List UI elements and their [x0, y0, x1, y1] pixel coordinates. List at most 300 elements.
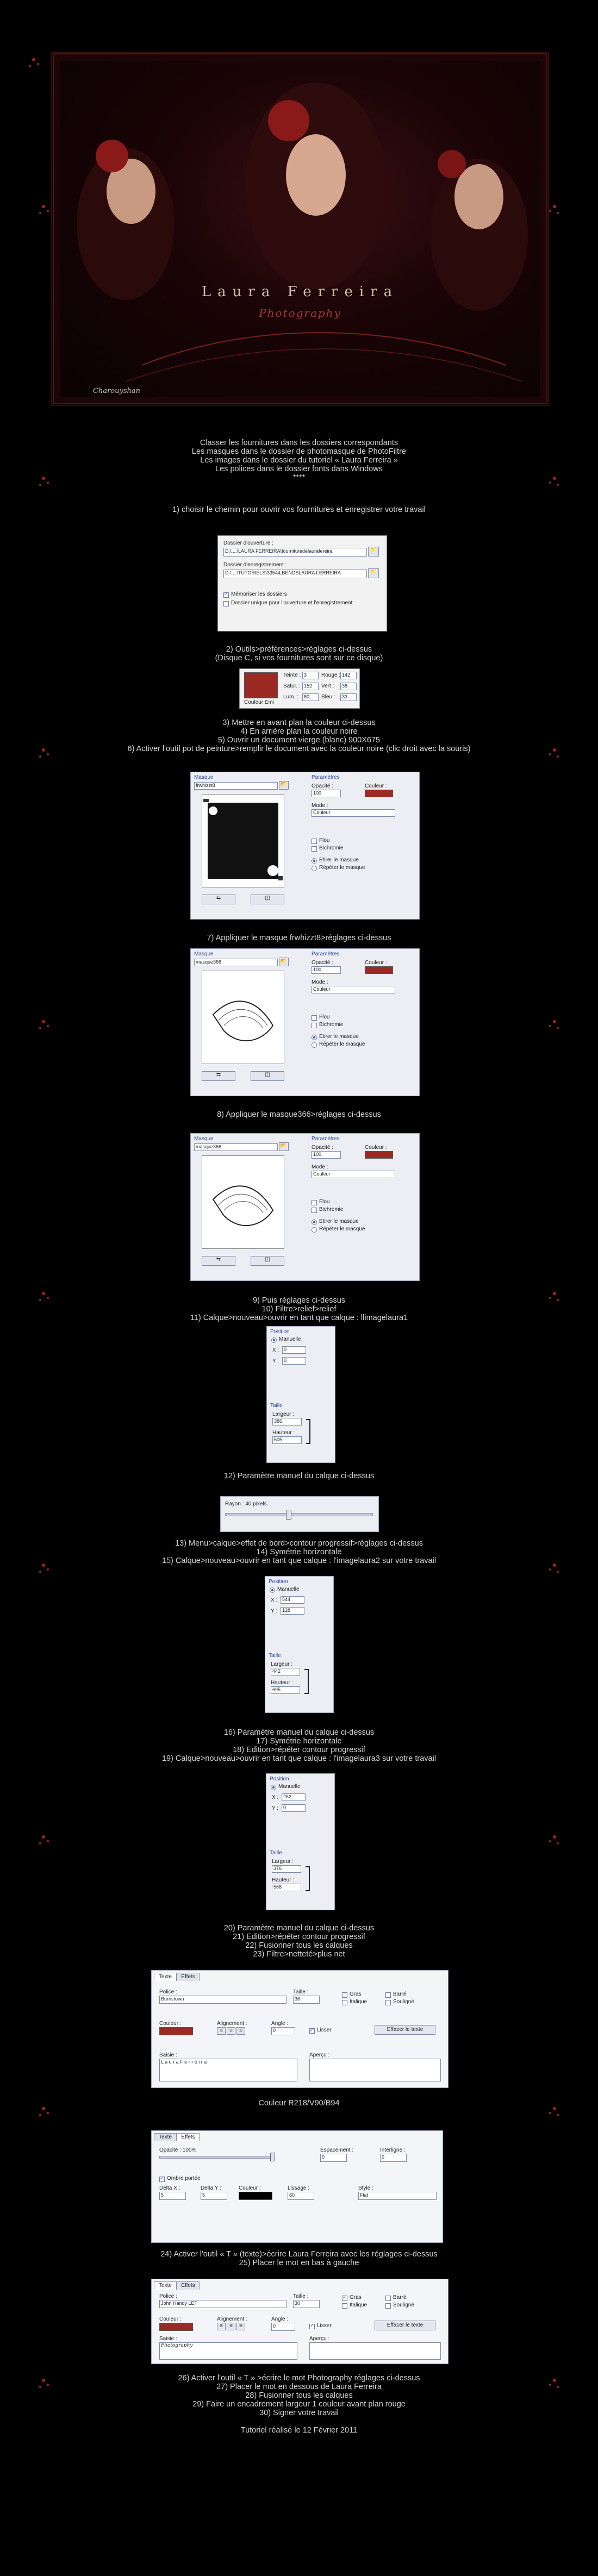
manual-label: Manuelle: [279, 1336, 301, 1342]
mask-title: Masque: [194, 951, 214, 957]
height-label: Hauteur :: [271, 1680, 294, 1686]
size-label: Taille :: [293, 2293, 309, 2299]
mask-open-button[interactable]: [279, 781, 289, 790]
preview-label: Aperçu :: [309, 2052, 330, 2058]
repeat-radio[interactable]: [312, 1227, 317, 1233]
align-left-button[interactable]: ≡: [217, 2323, 226, 2330]
rouge-label: Rouge :: [321, 672, 341, 678]
tab-effets[interactable]: Effets: [177, 2281, 200, 2290]
position-panel-3: [266, 1773, 335, 1910]
color-label: Couleur :: [159, 2021, 182, 2027]
smoothing-label: Lissage :: [288, 2185, 310, 2191]
bichrome-label: Bichromie: [319, 1022, 344, 1028]
steps-26-30: [82, 2374, 516, 2417]
banner-subtitle: Photography: [259, 307, 341, 320]
folder-icon: 📂: [280, 781, 288, 787]
text-input[interactable]: L a u r a F e r r e i r a: [159, 2059, 297, 2081]
ornament-swirl: [549, 304, 598, 522]
angle-field[interactable]: 0: [271, 2323, 295, 2331]
color-caption: Couleur Emi: [244, 699, 275, 705]
bichrome-label: Bichromie: [319, 1206, 344, 1212]
browse-save-button[interactable]: [368, 568, 379, 578]
style-label: Style :: [358, 2185, 373, 2191]
step-line: 20) Paramètre manuel du calque ci-dessus: [223, 1924, 375, 1933]
intro-block: [82, 439, 516, 482]
bichrome-checkbox[interactable]: [312, 1208, 317, 1213]
teinte-field[interactable]: 3: [302, 672, 319, 679]
italic-checkbox[interactable]: [342, 2000, 347, 2005]
params-title: Paramètres: [312, 774, 340, 780]
width-label: Largeur :: [271, 1661, 293, 1667]
step-line: 11) Calque>nouveau>ouvrir en tant que calque : llimagelaura1: [190, 1314, 408, 1322]
radius-thumb[interactable]: [286, 1510, 291, 1520]
remember-folders-checkbox[interactable]: [223, 592, 229, 598]
opacity-thumb[interactable]: [270, 2153, 275, 2161]
repeat-label: Répéter le masque: [319, 1226, 365, 1232]
spacing-label: Espacement :: [320, 2147, 354, 2153]
tab-texte[interactable]: Texte: [154, 2281, 177, 2290]
antialias-checkbox[interactable]: [309, 2028, 315, 2034]
mask-preview: [202, 971, 284, 1064]
tab-effets[interactable]: Effets: [177, 1973, 200, 1981]
tab-texte[interactable]: Texte: [154, 2133, 177, 2141]
y-label: Y :: [272, 1805, 279, 1811]
align-right-button[interactable]: ≡: [236, 2027, 245, 2035]
radius-dialog: [220, 1496, 379, 1532]
mask-color-swatch[interactable]: [365, 1151, 393, 1159]
input-label: Saisie :: [159, 2052, 177, 2058]
strike-label: Barré: [393, 1991, 407, 1997]
tab-effets[interactable]: Effets: [177, 2133, 200, 2141]
bleu-field[interactable]: 33: [340, 693, 357, 701]
size-title: Taille: [269, 1653, 281, 1659]
step-line: 16) Paramètre manuel du calque ci-dessus: [223, 1728, 375, 1737]
opacity-field[interactable]: 100: [312, 790, 341, 797]
bichrome-label: Bichromie: [319, 845, 344, 851]
tutorial-date: Tutoriel réalisé le 12 Février 2011: [240, 2426, 358, 2435]
ornament-swirl: [0, 2478, 49, 2576]
blur-checkbox[interactable]: [312, 1015, 317, 1021]
text-color-swatch[interactable]: [159, 2323, 193, 2331]
banner-name: Laura Ferreira: [201, 284, 399, 300]
steps-20-23: [82, 1924, 516, 1959]
bold-label: Gras: [350, 1991, 362, 1997]
step-line: 29) Faire un encadrement largeur 1 couleur avant plan rouge: [192, 2400, 406, 2409]
folder-icon: 📁: [370, 569, 377, 575]
mask-waves-preview: [202, 971, 284, 1064]
mask-waves-preview: [202, 1156, 284, 1248]
antialias-label: Lisser: [317, 2323, 332, 2329]
font-select[interactable]: John Handy LET: [159, 2300, 286, 2308]
ornament-swirl: [0, 1391, 49, 1609]
position-panel-1: [266, 1326, 335, 1463]
underline-checkbox[interactable]: [385, 2000, 391, 2005]
shadow-color-swatch[interactable]: [239, 2192, 272, 2200]
step-line: 13) Menu>calque>effet de bord>contour progressif>réglages ci-dessus: [175, 1539, 423, 1548]
stretch-label: Etirer le masque: [319, 857, 359, 863]
bichrome-checkbox[interactable]: [312, 846, 317, 852]
shadow-label: Ombre portée: [167, 2175, 201, 2181]
y-field[interactable]: 0: [282, 1357, 306, 1365]
mode-select[interactable]: Couleur: [312, 1171, 395, 1178]
align-label: Alignement :: [217, 2316, 247, 2322]
mask-preview: [202, 794, 284, 887]
size-field[interactable]: 36: [293, 1996, 320, 2004]
banner-frame: [53, 53, 547, 404]
step-line: 23) Filtre>netteté>plus net: [253, 1950, 345, 1959]
manual-radio[interactable]: [270, 1587, 275, 1593]
folder-icon: 📂: [280, 958, 288, 964]
width-label: Largeur :: [272, 1859, 294, 1865]
position-title: Position: [270, 1776, 289, 1782]
underline-label: Souligné: [393, 1999, 414, 2005]
steps-16-19: [82, 1728, 516, 1763]
mask-open-button[interactable]: [279, 958, 289, 966]
text-preview: [309, 2059, 441, 2081]
bold-checkbox[interactable]: [342, 2296, 347, 2301]
step-line: 26) Activer l'outil « T » >écrire le mot Photography réglages ci-dessus: [178, 2374, 420, 2383]
preview-label: Aperçu :: [309, 2336, 330, 2342]
manual-label: Manuelle: [278, 1784, 301, 1790]
mask-open-button[interactable]: [279, 1142, 289, 1151]
opacity-label: Opacité :: [312, 960, 334, 966]
mask-title: Masque: [194, 1136, 214, 1142]
font-label: Police :: [159, 1989, 177, 1995]
position-title: Position: [269, 1579, 288, 1585]
mask-dialog-1: [190, 772, 420, 920]
manual-radio[interactable]: [271, 1337, 277, 1343]
y-field[interactable]: 128: [281, 1607, 304, 1615]
step-1: 1) choisir le chemin pour ouvrir vos fournitures et enregistrer votre travail: [172, 505, 426, 514]
mask-title: Masque: [194, 774, 214, 780]
banner-image: [60, 61, 540, 397]
blur-checkbox[interactable]: [312, 839, 317, 844]
width-field[interactable]: 442: [271, 1668, 300, 1675]
color-label: Couleur :: [365, 783, 387, 789]
save-folder-field[interactable]: D:\....\TUTORIELS\3354\LBENDSLAURA FERREIRA: [223, 570, 367, 578]
step-line: 30) Signer votre travail: [259, 2409, 339, 2417]
vert-label: Vert :: [321, 683, 334, 689]
font-select[interactable]: Burnstown: [159, 1996, 286, 2004]
lum-label: Lum. :: [283, 694, 298, 700]
browse-open-button[interactable]: [368, 547, 379, 557]
mode-label: Mode :: [312, 1164, 328, 1170]
mask-color-swatch[interactable]: [365, 790, 393, 797]
teinte-label: Teinte :: [283, 672, 301, 678]
ornament-swirl: [549, 1663, 598, 1880]
width-field[interactable]: 386: [272, 1418, 302, 1425]
y-label: Y :: [271, 1608, 278, 1614]
ornament-swirl: [549, 848, 598, 1065]
step-7: 7) Appliquer le masque frwhizzt8>réglages ci-dessus: [207, 934, 391, 942]
position-title: Position: [270, 1329, 290, 1335]
strike-checkbox[interactable]: [385, 2296, 391, 2301]
steps-9-11: [82, 1296, 516, 1322]
mode-select[interactable]: Couleur: [312, 809, 395, 817]
input-label: Saisie :: [159, 2336, 177, 2342]
clear-text-button[interactable]: Effacer le texte: [375, 2321, 435, 2330]
mask-file-field[interactable]: frwhizzt8: [194, 782, 278, 790]
text-dialog-2: [151, 2130, 443, 2243]
ornament-swirl: [549, 1935, 598, 2152]
mask-mirror-button[interactable]: ◫: [251, 1071, 284, 1081]
ornament-swirl: [0, 33, 49, 250]
x-label: X :: [272, 1347, 279, 1353]
stretch-label: Etirer le masque: [319, 1218, 359, 1224]
ornament-swirl: [0, 1120, 49, 1337]
shadow-color-label: Couleur :: [239, 2185, 261, 2191]
mask-preview: [202, 1155, 284, 1249]
antialias-label: Lisser: [317, 2027, 332, 2033]
bleu-label: Bleu :: [321, 694, 335, 700]
blur-checkbox[interactable]: [312, 1200, 317, 1205]
angle-field[interactable]: 0: [271, 2027, 295, 2035]
step-line: 21) Edition>répéter contour progressif: [233, 1933, 365, 1941]
steps-24-25: [82, 2250, 516, 2267]
repeat-label: Répéter le masque: [319, 1041, 365, 1047]
smoothing-field[interactable]: 80: [288, 2192, 314, 2200]
intro-line: Classer les fournitures dans les dossiers correspondants: [200, 439, 398, 447]
ornament-swirl: [549, 576, 598, 793]
lum-field[interactable]: 80: [302, 693, 319, 701]
opacity-label: Opacité : 100%: [159, 2147, 197, 2153]
opacity-field[interactable]: 100: [312, 1151, 341, 1159]
position-panel-2: [265, 1576, 334, 1713]
ornament-swirl: [549, 2478, 598, 2576]
intro-line: ****: [292, 473, 306, 482]
step-line: 24) Activer l'outil « T » (texte)>écrire Laura Ferreira avec les réglages ci-dessus: [160, 2250, 438, 2259]
mask-invert-button[interactable]: ⇆: [202, 895, 235, 904]
step-line: 10) Filtre>relief>relief: [261, 1305, 337, 1314]
text-preview: [309, 2342, 441, 2360]
radius-label: Rayon : 40 pixels: [225, 1501, 267, 1507]
vert-field[interactable]: 38: [340, 683, 357, 690]
opacity-label: Opacité :: [312, 1145, 334, 1151]
mask-invert-button[interactable]: ⇆: [202, 1071, 235, 1081]
rouge-field[interactable]: 142: [340, 672, 357, 679]
delta-y-label: Delta Y :: [201, 2185, 221, 2191]
size-title: Taille: [270, 1850, 282, 1856]
delta-y-field[interactable]: 5: [201, 2192, 227, 2200]
y-field[interactable]: 0: [282, 1804, 306, 1812]
repeat-label: Répéter le masque: [319, 865, 365, 871]
link-bracket[interactable]: [304, 1669, 309, 1694]
step-line: 6) Activer l'outil pot de peinture>remplir le document avec la couleur noire (clic droit avec la souris): [127, 745, 471, 753]
size-title: Taille: [270, 1403, 283, 1409]
manual-radio[interactable]: [271, 1785, 276, 1790]
step-line: 28) Fusionner tous les calques: [245, 2391, 353, 2400]
mask-file-field[interactable]: masque366: [194, 959, 278, 966]
ornament-swirl: [549, 2206, 598, 2424]
step-line: 27) Placer le mot en dessous de Laura Ferreira: [216, 2383, 382, 2391]
step-line: 19) Calque>nouveau>ouvrir en tant que calque : l'imagelaura3 sur votre travail: [161, 1754, 437, 1763]
tab-texte[interactable]: Texte: [154, 1973, 177, 1981]
color-note: Couleur R218/V90/B94: [258, 2099, 340, 2108]
link-bracket[interactable]: [306, 1419, 310, 1444]
italic-checkbox[interactable]: [342, 2303, 347, 2309]
folder-icon: 📁: [370, 547, 377, 553]
height-field[interactable]: 695: [271, 1686, 300, 1694]
mask-invert-button[interactable]: ⇆: [202, 1256, 235, 1266]
italic-label: Italique: [350, 2302, 367, 2308]
underline-checkbox[interactable]: [385, 2303, 391, 2309]
angle-label: Angle :: [271, 2021, 289, 2027]
delta-x-field[interactable]: 5: [159, 2192, 186, 2200]
preferences-dialog: [217, 535, 387, 632]
width-field[interactable]: 376: [272, 1865, 301, 1873]
style-select[interactable]: Flat: [358, 2192, 437, 2200]
blur-label: Flou: [319, 837, 330, 843]
width-label: Largeur :: [272, 1411, 295, 1417]
folder-icon: 📂: [280, 1143, 288, 1149]
color-label: Couleur :: [159, 2316, 182, 2322]
repeat-radio[interactable]: [312, 866, 317, 871]
mask-dialog-2: [190, 948, 420, 1096]
opacity-field[interactable]: 100: [312, 966, 341, 974]
mask-color-swatch[interactable]: [365, 966, 393, 974]
params-title: Paramètres: [312, 951, 340, 957]
x-field[interactable]: 262: [282, 1793, 306, 1801]
text-dialog-3: [151, 2279, 448, 2364]
x-label: X :: [272, 1795, 279, 1800]
banner-signature: Charouyshan: [93, 387, 140, 395]
stretch-radio[interactable]: [312, 1035, 317, 1040]
x-field[interactable]: 0: [282, 1346, 306, 1354]
text-color-swatch[interactable]: [159, 2027, 193, 2035]
ornament-swirl: [549, 33, 598, 250]
single-folder-label: Dossier unique pour l'ouverture et l'enregistrement: [231, 600, 353, 606]
text-input[interactable]: Photography: [159, 2342, 297, 2360]
satur-field[interactable]: 152: [302, 683, 319, 690]
stretch-radio[interactable]: [312, 1220, 317, 1225]
mask-mirror-button[interactable]: ◫: [251, 1256, 284, 1266]
intro-line: Les images dans le dossier du tutoriel « Laura Ferreira »: [200, 456, 398, 465]
strike-checkbox[interactable]: [385, 1992, 391, 1998]
ornament-swirl: [0, 304, 49, 522]
link-bracket[interactable]: [306, 1866, 310, 1891]
repeat-radio[interactable]: [312, 1042, 317, 1048]
bold-label: Gras: [350, 2294, 362, 2300]
params-title: Paramètres: [312, 1136, 340, 1142]
bold-checkbox[interactable]: [342, 1992, 347, 1998]
opacity-label: Opacité :: [312, 783, 334, 789]
text-dialog-1: [151, 1970, 448, 2088]
step-2: [82, 645, 516, 662]
strike-label: Barré: [393, 2294, 407, 2300]
ornament-swirl: [0, 848, 49, 1065]
x-field[interactable]: 544: [281, 1596, 304, 1604]
single-folder-checkbox[interactable]: [223, 601, 229, 607]
align-label: Alignement :: [217, 2021, 247, 2027]
size-label: Taille :: [293, 1989, 309, 1995]
spacing-field[interactable]: 0: [320, 2154, 347, 2162]
step-line: 22) Fusionner tous les calques: [245, 1941, 353, 1950]
opacity-track: [159, 2156, 275, 2159]
bichrome-checkbox[interactable]: [312, 1023, 317, 1028]
open-folder-field[interactable]: D:\....\LAURA FERREIRA\fournituredelaurafereira: [223, 548, 367, 557]
blur-label: Flou: [319, 1199, 330, 1205]
open-folder-label: Dossier d'ouverture :: [223, 540, 273, 546]
color-swatch: [244, 672, 278, 698]
angle-label: Angle :: [271, 2316, 289, 2322]
mask-grunge-preview: [202, 795, 284, 887]
color-label: Couleur :: [365, 1145, 387, 1151]
step-line: 9) Puis réglages ci-dessus: [252, 1296, 346, 1305]
step-line: 15) Calque>nouveau>ouvrir en tant que calque : l'imagelaura2 sur votre travail: [161, 1556, 437, 1565]
mask-mirror-button[interactable]: ◫: [251, 895, 284, 904]
line-spacing-label: Interligne :: [380, 2147, 406, 2153]
step-2-note: (Disque C, si vos fournitures sont sur ce disque): [215, 654, 383, 662]
ornament-swirl: [549, 1391, 598, 1609]
align-left-button[interactable]: ≡: [217, 2027, 226, 2035]
intro-line: Les masques dans le dossier de photomasque de PhotoFiltre: [191, 447, 407, 456]
clear-text-button[interactable]: Effacer le texte: [375, 2025, 435, 2035]
color-dialog: [239, 668, 360, 709]
mask-dialog-3: [190, 1133, 420, 1281]
ornament-swirl: [0, 2206, 49, 2424]
y-label: Y :: [272, 1358, 279, 1364]
align-center-button[interactable]: ≡: [227, 2323, 235, 2330]
font-label: Police :: [159, 2293, 177, 2299]
ornament-swirl: [549, 1120, 598, 1337]
step-line: 14) Symétrie horizontale: [256, 1548, 342, 1556]
intro-line: Les polices dans le dossier fonts dans Windows: [215, 465, 383, 473]
step-line: 17) Symétrie horizontale: [256, 1737, 342, 1746]
steps-3-6: [82, 718, 516, 753]
mask-file-field[interactable]: masque366: [194, 1143, 278, 1151]
stretch-label: Etirer le masque: [319, 1034, 359, 1040]
antialias-checkbox[interactable]: [309, 2324, 315, 2329]
height-label: Hauteur :: [272, 1430, 295, 1436]
step-8: 8) Appliquer le masque366>réglages ci-dessus: [217, 1110, 381, 1119]
x-label: X :: [271, 1597, 278, 1603]
shadow-checkbox[interactable]: [159, 2177, 165, 2182]
align-right-button[interactable]: ≡: [236, 2323, 245, 2330]
height-field[interactable]: 568: [272, 1884, 301, 1891]
align-center-button[interactable]: ≡: [227, 2027, 235, 2035]
satur-label: Satur. :: [283, 683, 301, 689]
height-label: Hauteur :: [272, 1877, 295, 1883]
step-12: 12) Paramètre manuel du calque ci-dessus: [223, 1472, 375, 1480]
save-folder-label: Dossier d'enregistrement :: [223, 562, 287, 568]
delta-x-label: Delta X :: [159, 2185, 180, 2191]
color-label: Couleur :: [365, 960, 387, 966]
ornament-swirl: [0, 576, 49, 793]
step-line: 3) Mettre en avant plan la couleur ci-dessus: [222, 718, 376, 727]
height-field[interactable]: 605: [272, 1436, 302, 1444]
remember-folders-label: Mémoriser les dossiers: [231, 591, 287, 597]
ornament-swirl: [0, 1935, 49, 2152]
size-field[interactable]: 30: [293, 2300, 320, 2308]
steps-13-15: [82, 1539, 516, 1565]
step-line: 5) Ouvrir un document vierge (blanc) 900X675: [217, 736, 381, 745]
mode-label: Mode :: [312, 803, 328, 809]
step-line: 25) Placer le mot en bas à gauche: [239, 2259, 359, 2267]
stretch-radio[interactable]: [312, 858, 317, 864]
italic-label: Italique: [350, 1999, 367, 2005]
line-spacing-field[interactable]: 0: [380, 2154, 407, 2162]
underline-label: Souligné: [393, 2302, 414, 2308]
banner-artwork: [60, 61, 540, 397]
radius-track: [225, 1513, 373, 1516]
blur-label: Flou: [319, 1014, 330, 1020]
ornament-swirl: [0, 1663, 49, 1880]
step-line: 18) Edition>répéter contour progressif: [233, 1746, 365, 1754]
manual-label: Manuelle: [277, 1586, 300, 1592]
mode-select[interactable]: Couleur: [312, 986, 395, 993]
mode-label: Mode :: [312, 979, 328, 985]
step-line: 4) En arrière plan la couleur noire: [240, 727, 358, 736]
